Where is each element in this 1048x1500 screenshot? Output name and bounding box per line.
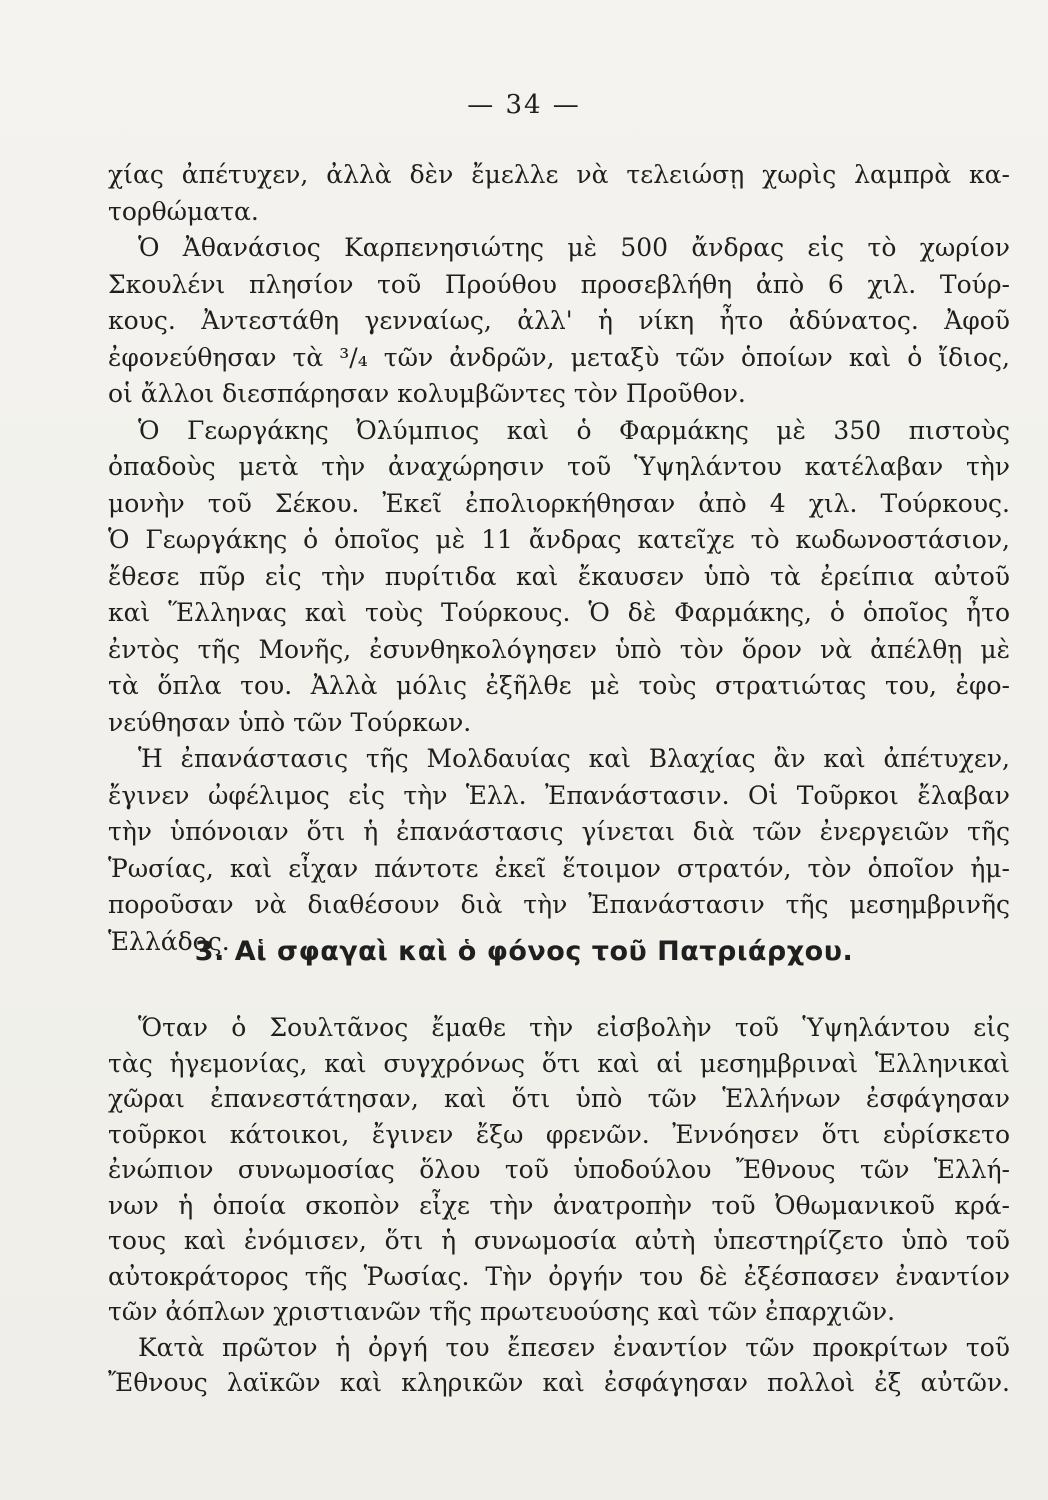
section2-text [108, 1010, 1010, 1401]
text-line: κους. Ἀντεστάθη γενναίως, ἀλλ' ἡ νίκη ἦτο ἀδύνατος. Ἀφοῦ [108, 306, 1010, 335]
text-line: τους καὶ ἐνόμισεν, ὅτι ἡ συνωμοσία αὐτὴ ὑπεστηρίζετο ὑπὸ τοῦ [108, 1226, 1010, 1255]
text-line: χῶραι ἐπανεστάτησαν, καὶ ὅτι ὑπὸ τῶν Ἑλλήνων ἐσφάγησαν [108, 1084, 1010, 1113]
text-line: τῶν ἀόπλων χριστιανῶν τῆς πρωτευούσης καὶ τῶν ἐπαρχιῶν. [108, 1297, 896, 1326]
text-line: ὀπαδοὺς μετὰ τὴν ἀναχώρησιν τοῦ Ὑψηλάντου κατέλαβαν τὴν [108, 452, 1010, 481]
text-line: ἐνώπιον συνωμοσίας ὅλου τοῦ ὑποδούλου Ἔθνους τῶν Ἑλλή- [108, 1155, 1010, 1184]
text-line: οἱ ἄλλοι διεσπάρησαν κολυμβῶντες τὸν Προῦθον. [108, 379, 746, 408]
text-line: χίας ἀπέτυχεν, ἀλλὰ δὲν ἔμελλε νὰ τελειώσῃ χωρὶς λαμπρὰ κα- [108, 160, 1010, 189]
text-line: νεύθησαν ὑπὸ τῶν Τούρκων. [108, 707, 472, 737]
text-line: Ἡ ἐπανάστασις τῆς Μολδαυίας καὶ Βλαχίας ἂν καὶ ἀπέτυχεν, [138, 744, 1010, 773]
text-line: μονὴν τοῦ Σέκου. Ἐκεῖ ἐπολιορκήθησαν ἀπὸ 4 χιλ. Τούρκους. [108, 488, 1010, 518]
text-line: ποροῦσαν νὰ διαθέσουν διὰ τὴν Ἐπανάστασιν τῆς μεσημβρινῆς [108, 890, 1010, 919]
text-line: νων ἡ ὁποία σκοπὸν εἶχε τὴν ἀνατροπὴν τοῦ Ὀθωμανικοῦ κρά- [108, 1190, 1010, 1220]
text-line: τὴν ὑπόνοιαν ὅτι ἡ ἐπανάστασις γίνεται διὰ τῶν ἐνεργειῶν τῆς [108, 817, 1010, 846]
text-line: αὐτοκράτορος τῆς Ῥωσίας. Τὴν ὀργήν του δὲ ἐξέσπασεν ἐναντίον [108, 1261, 1010, 1291]
text-line: τὰ ὅπλα του. Ἀλλὰ μόλις ἐξῆλθε μὲ τοὺς στρατιώτας του, ἐφο- [108, 671, 1010, 700]
text-line: ἔθεσε πῦρ εἰς τὴν πυρίτιδα καὶ ἔκαυσεν ὑπὸ τὰ ἐρείπια αὐτοῦ [108, 561, 1010, 591]
text-line: τὰς ἡγεμονίας, καὶ συγχρόνως ὅτι καὶ αἱ μεσημβριναὶ Ἑλληνικαὶ [108, 1048, 1010, 1078]
text-line: Ὁ Γεωργάκης Ὀλύμπιος καὶ ὁ Φαρμάκης μὲ 350 πιστοὺς [138, 415, 1010, 445]
text-line: ἐντὸς τῆς Μονῆς, ἐσυνθηκολόγησεν ὑπὸ τὸν ὅρον νὰ ἀπέλθῃ μὲ [108, 634, 1010, 664]
text-line: Σκουλένι πλησίον τοῦ Προύθου προσεβλήθη ἀπὸ 6 χιλ. Τούρ- [108, 269, 1010, 299]
text-line: ἔγινεν ὠφέλιμος εἰς τὴν Ἑλλ. Ἐπανάστασιν. Οἱ Τοῦρκοι ἔλαβαν [108, 780, 1010, 810]
section-heading: 3. Αἱ σφαγαὶ καὶ ὁ φόνος τοῦ Πατριάρχου. [194, 936, 854, 967]
text-line: Ἑλλάδος. [108, 926, 230, 956]
text-line: Ὅταν ὁ Σουλτᾶνος ἔμαθε τὴν εἰσβολὴν τοῦ Ὑψηλάντου εἰς [138, 1013, 1010, 1042]
text-line: Ῥωσίας, καὶ εἶχαν πάντοτε ἐκεῖ ἕτοιμον στρατόν, τὸν ὁποῖον ἠμ- [108, 853, 1010, 883]
text-line: Κατὰ πρῶτον ἡ ὀργή του ἔπεσεν ἐναντίον τῶν προκρίτων τοῦ [138, 1332, 1010, 1362]
text-line: ἐφονεύθησαν τὰ ³/₄ τῶν ἀνδρῶν, μεταξὺ τῶν ὁποίων καὶ ὁ ἴδιος, [108, 342, 1010, 372]
text-line: Ὁ Ἀθανάσιος Καρπενησιώτης μὲ 500 ἄνδρας εἰς τὸ χωρίον [138, 233, 1010, 262]
text-line: τοῦρκοι κάτοικοι, ἔγινεν ἔξω φρενῶν. Ἐννόησεν ὅτι εὑρίσκετο [108, 1119, 1010, 1149]
page-number: — 34 — [467, 90, 581, 120]
text-line: καὶ Ἕλληνας καὶ τοὺς Τούρκους. Ὁ δὲ Φαρμάκης, ὁ ὁποῖος ἦτο [108, 598, 1010, 627]
text-line: Ὁ Γεωργάκης ὁ ὁποῖος μὲ 11 ἄνδρας κατεῖχε τὸ κωδωνοστάσιον, [108, 525, 1010, 554]
text-line: τορθώματα. [108, 196, 259, 226]
section1-text [108, 157, 1010, 960]
text-line: Ἔθνους λαϊκῶν καὶ κληρικῶν καὶ ἐσφάγησαν πολλοὶ ἐξ αὐτῶν. [108, 1368, 1010, 1397]
